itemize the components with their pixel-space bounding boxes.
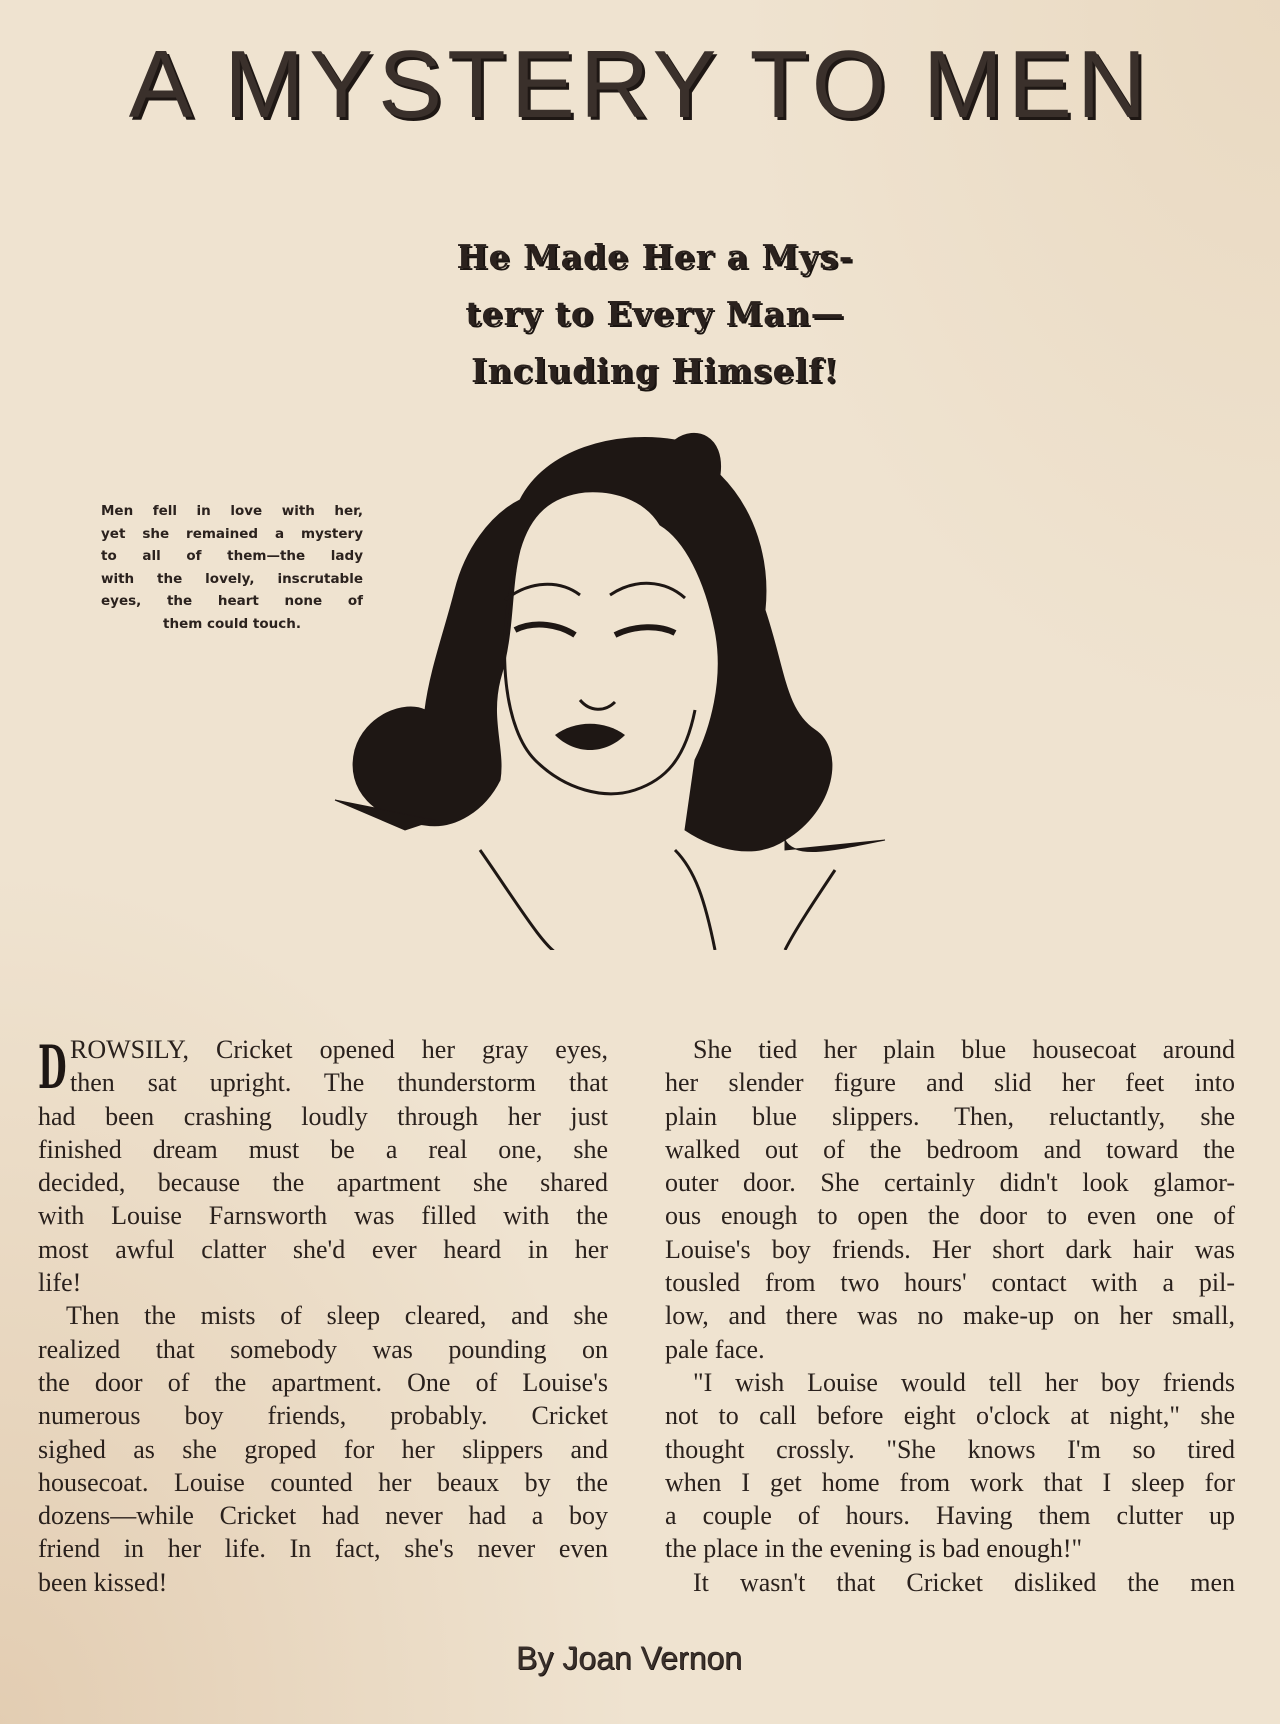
caption-line: to all of them—the lady	[101, 548, 363, 564]
story-line: life!	[38, 1268, 82, 1298]
story-line: the place in the evening is bad enough!"	[665, 1534, 1083, 1564]
byline: By Joan Vernon	[516, 1640, 742, 1676]
caption-line: with the lovely, inscrutable	[101, 570, 363, 587]
deck-line: tery to Every Man—	[465, 294, 845, 333]
story-line: Louise's boy friends. Her short dark hair was	[665, 1234, 1235, 1264]
story-line: ROWSILY, Cricket opened her gray eyes,	[70, 1035, 608, 1064]
woman-portrait-illustration	[315, 430, 975, 950]
story-column-left	[38, 1033, 608, 1599]
caption-line: Men fell in love with her,	[101, 503, 363, 519]
drop-cap: D	[38, 1033, 67, 1103]
story-line: pale face.	[665, 1334, 765, 1364]
story-line: sighed as she groped for her slippers and	[38, 1434, 608, 1464]
story-line: tousled from two hours' contact with a pil-	[665, 1268, 1235, 1298]
deck-line: He Made Her a Mys-	[456, 237, 854, 276]
story-line: walked out of the bedroom and toward the	[665, 1134, 1235, 1164]
story-line: plain blue slippers. Then, reluctantly, she	[665, 1101, 1235, 1131]
story-line: a couple of hours. Having them clutter up	[665, 1501, 1235, 1531]
story-line: had been crashing loudly through her just	[38, 1101, 608, 1131]
story-line: her slender figure and slid her feet into	[665, 1068, 1235, 1098]
story-line: She tied her plain blue housecoat around	[693, 1035, 1235, 1064]
story-line: Then the mists of sleep cleared, and she	[66, 1301, 608, 1331]
hair-shape	[353, 433, 832, 851]
story-line: when I get home from work that I sleep for	[665, 1467, 1235, 1497]
caption-line: them could touch.	[163, 615, 301, 632]
story-line: ous enough to open the door to even one of	[665, 1201, 1235, 1231]
story-line: not to call before eight o'clock at night," she	[665, 1401, 1235, 1431]
story-line: with Louise Farnsworth was filled with the	[38, 1201, 608, 1231]
story-line: then sat upright. The thunderstorm that	[70, 1068, 608, 1098]
story-line: finished dream must be a real one, she	[38, 1134, 608, 1164]
story-line: low, and there was no make-up on her small,	[665, 1301, 1235, 1331]
caption-line: yet she remained a mystery	[101, 525, 363, 542]
story-title: A MYSTERY TO MEN	[128, 31, 1152, 138]
story-line: been kissed!	[38, 1567, 168, 1597]
story-line: housecoat. Louise counted her beaux by the	[38, 1467, 608, 1497]
story-line: decided, because the apartment she shared	[38, 1168, 608, 1198]
story-line: most awful clatter she'd ever heard in her	[38, 1234, 608, 1264]
story-line: realized that somebody was pounding on	[38, 1334, 608, 1364]
story-line: outer door. She certainly didn't look glamor-	[665, 1168, 1235, 1198]
story-line: dozens—while Cricket had never had a boy	[38, 1501, 608, 1531]
story-line: the door of the apartment. One of Louise's	[38, 1367, 608, 1397]
story-line: "I wish Louise would tell her boy friends	[693, 1367, 1235, 1397]
story-column-right	[665, 1033, 1235, 1599]
story-line: thought crossly. "She knows I'm so tired	[665, 1434, 1235, 1464]
face-outline	[505, 570, 695, 794]
lips-shape	[555, 724, 625, 750]
story-line: numerous boy friends, probably. Cricket	[38, 1401, 608, 1431]
story-deck	[355, 228, 955, 399]
story-line: It wasn't that Cricket disliked the men	[693, 1567, 1235, 1597]
deck-line: Including Himself!	[471, 351, 839, 390]
caption-line: eyes, the heart none of	[101, 593, 363, 609]
story-line: friend in her life. In fact, she's never even	[38, 1534, 608, 1564]
